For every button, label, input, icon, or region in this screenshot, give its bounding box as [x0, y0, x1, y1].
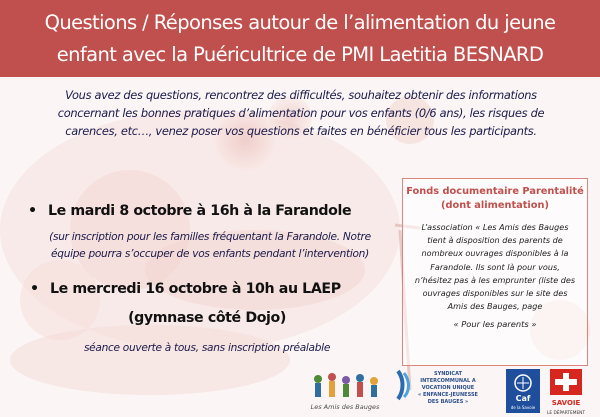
box-body-line: n’hésitez pas à les emprunter (liste des [414, 274, 576, 285]
event-2-title-text: Le mercredi 16 octobre à 10h au LAEP [50, 281, 341, 297]
savoie-text: SAVOIE [551, 399, 581, 407]
event-1-note [18, 229, 402, 263]
bullet: • [30, 281, 39, 297]
header-title-line-1: Questions / Réponses autour de l’alimentation du jeune [44, 10, 556, 34]
partner-logos [300, 365, 600, 417]
event-1-note-line-1: (sur inscription pour les familles fréquentant la Farandole. Notre [49, 231, 371, 243]
amis-logo-text: Les Amis des Bauges [310, 403, 380, 411]
box-body-line: Amis des Bauges, page [447, 301, 543, 312]
box-title-line-2: (dont alimentation) [441, 200, 549, 211]
event-1-title-text: Le mardi 8 octobre à 16h à la Farandole [48, 203, 352, 219]
header-banner [0, 0, 600, 77]
intro-paragraph [8, 86, 594, 140]
caf-logo [506, 369, 540, 413]
event-2-subtitle: (gymnase côté Dojo) [128, 310, 286, 326]
box-body-line: L’association « Les Amis des Bauges [421, 222, 569, 232]
box-body [407, 221, 583, 313]
syndicat-line-2: INTERCOMMUNAL A [420, 378, 476, 384]
event-1-title [28, 203, 351, 219]
amis-des-bauges-logo [311, 373, 380, 411]
box-body-line: tient à disposition des parents de [427, 235, 563, 246]
pour-les-parents-link[interactable]: « Pour les parents » [453, 319, 537, 330]
event-1-note-line-2: équipe pourra s’occuper de vos enfants pendant l’intervention) [51, 248, 369, 260]
documentation-box [402, 178, 588, 366]
syndicat-line-1: SYNDICAT [434, 371, 462, 377]
box-body-line: ouvrages disponibles sur le site des [422, 288, 568, 299]
box-body-line: nombreux ouvrages disponibles à la [421, 248, 569, 259]
intro-line-3: carences, etc…, venez poser vos questions et faites en bénéficier tous les participants. [65, 124, 537, 138]
box-title-line-1: Fonds documentaire Parentalité [406, 186, 584, 197]
caf-text: Caf [515, 394, 531, 403]
savoie-logo [547, 369, 585, 416]
syndicat-logo [398, 371, 479, 405]
caf-subtext: de la Savoie [510, 405, 536, 410]
bullet: • [28, 203, 37, 219]
box-body-line: Farandole. Ils sont là pour vous, [430, 261, 560, 272]
savoie-subtext: LE DÉPARTEMENT [546, 411, 586, 416]
syndicat-line-5: DES BAUGES » [427, 399, 469, 405]
syndicat-line-4: « ENFANCE-JEUNESSE [418, 392, 478, 398]
event-2-note: séance ouverte à tous, sans inscription préalable [83, 342, 331, 354]
event-2-title [30, 281, 341, 297]
intro-line-1: Vous avez des questions, rencontrez des difficultés, souhaitez obtenir des informations [65, 88, 537, 102]
intro-line-2: concernant les bonnes pratiques d’alimentation pour vos enfants (0/6 ans), les risques de [57, 106, 545, 120]
header-title-line-2: enfant avec la Puéricultrice de PMI Laetitia BESNARD [56, 42, 544, 66]
syndicat-line-3: VOCATION UNIQUE [421, 385, 475, 391]
